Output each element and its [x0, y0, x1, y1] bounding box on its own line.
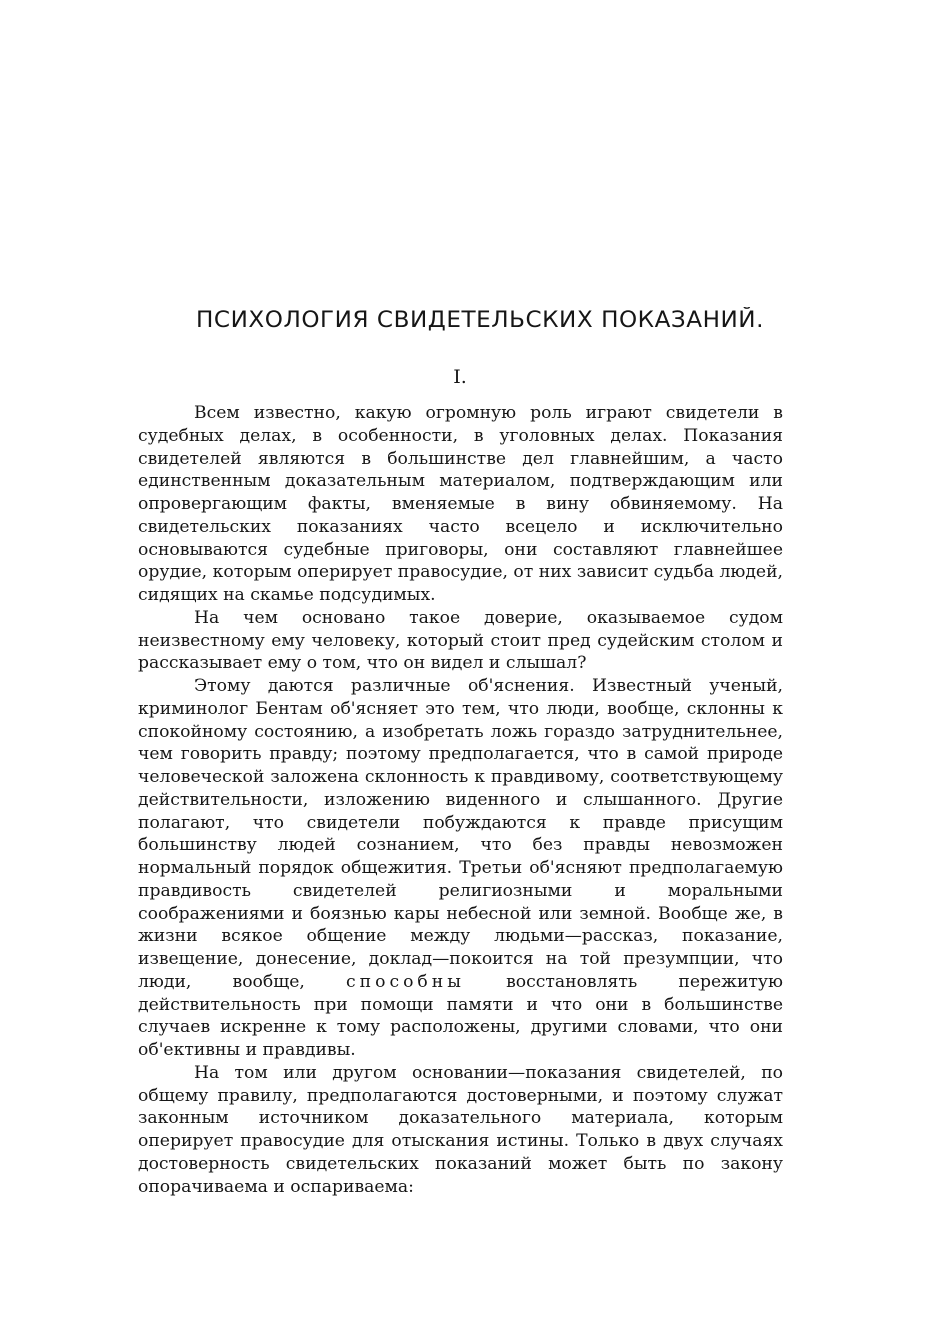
- paragraph-3-part-2: восстановлять пережитую действительность при помощи памяти и что они в большинстве случаев искренне к тому расположены, другими словами, что они об'ективны и правдивы.: [138, 971, 784, 1060]
- paragraph-4: На том или другом основании—показания свидетелей, по общему правилу, предполагаются достоверными, и поэтому служат законным источником доказательного материала, которым оперирует правосудие для отыскания истины. Только в двух случаях достоверность свидетельских показаний может быть по закону опорачиваема и оспариваема:: [138, 1062, 783, 1197]
- emphasized-word: способны: [346, 971, 465, 992]
- paragraph-3: [138, 675, 783, 1062]
- paragraph-3-part-1: Этому даются различные об'яснения. Известный ученый, криминолог Бентам об'ясняет это тем, что люди, вообще, склонны к спокойному состоянию, а изобретать ложь гораздо затруднительнее, чем говорить правду; поэтому предполагается, что в самой природе человеческой заложена склонность к правдивому, соответствующему действительности, изложению виденного и слышанного. Другие полагают, что свидетели побуждаются к правде присущим большинству людей сознанием, что без правды невозможен нормальный порядок общежития. Третьи об'ясняют предполагаемую правдивость свидетелей религиозными и моральными соображениями и боязнью кары небесной или земной. Вообще же, в жизни всякое общение между людьми—рассказ, показание, извещение, донесение, доклад—покоится на той презумпции, что люди, вообще,: [138, 676, 783, 992]
- paragraph-2: На чем основано такое доверие, оказываемое судом неизвестному ему человеку, который стоит пред судейским столом и рассказывает ему о том, что он видел и слышал?: [138, 607, 783, 674]
- body-text: [138, 402, 783, 1198]
- paragraph-1: Всем известно, какую огромную роль играют свидетели в судебных делах, в особенности, в уголовных делах. Показания свидетелей являются в большинстве дел главнейшим, а часто единственным доказательным материалом, подтверждающим или опровергающим факты, вменяемые в вину обвиняемому. На свидетельских показаниях часто всецело и исключительно основываются судебные приговоры, они составляют главнейшее орудие, которым оперирует правосудие, от них зависит судьба людей, сидящих на скамье подсудимых.: [138, 403, 783, 605]
- section-number: I.: [453, 366, 467, 388]
- page-title: ПСИХОЛОГИЯ СВИДЕТЕЛЬСКИХ ПОКАЗАНИЙ.: [196, 308, 764, 333]
